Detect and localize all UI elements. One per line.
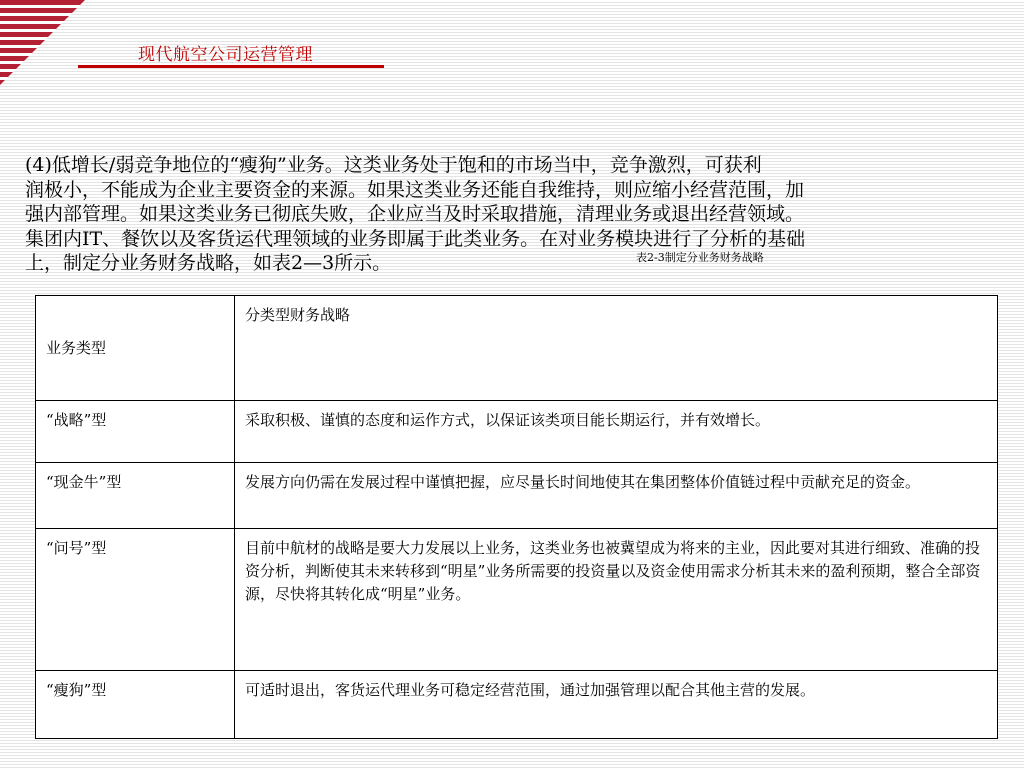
row-type-cell: “战略”型 [36,401,235,463]
header-business-type: 业务类型 [36,296,235,401]
table-row [36,529,998,671]
body-paragraph [25,153,975,276]
row-strategy-cell: 目前中航材的战略是要大力发展以上业务，这类业务也被冀望成为将来的主业，因此要对其进行细致、准确的投资分析，判断使其未来转移到“明星”业务所需要的投资量以及资金使用需求分析其未来的盈利预期，整合全部资源，尽快将其转化成“明星”业务。 [235,529,998,671]
row-type-cell: “瘦狗”型 [36,671,235,739]
title-underline [78,65,384,68]
table-caption: 表2-3制定分业务财务战略 [636,251,764,264]
row-type-cell: “现金牛”型 [36,463,235,529]
paragraph-line: 强内部管理。如果这类业务已彻底失败，企业应当及时采取措施，清理业务或退出经营领域。 [25,203,805,225]
row-strategy-cell: 采取积极、谨慎的态度和运作方式，以保证该类项目能长期运行，并有效增长。 [235,401,998,463]
row-type-cell: “问号”型 [36,529,235,671]
paragraph-line: 润极小，不能成为企业主要资金的来源。如果这类业务还能自我维持，则应缩小经营范围，加 [25,178,805,201]
table-row [36,401,998,463]
row-strategy-cell: 发展方向仍需在发展过程中谨慎把握，应尽量长时间地使其在集团整体价值链过程中贡献充足的资金。 [235,463,998,529]
paragraph-line: 上，制定分业务财务战略，如表2—3所示。 [25,252,392,274]
row-strategy-cell: 可适时退出，客货运代理业务可稳定经营范围，通过加强管理以配合其他主营的发展。 [235,671,998,739]
table-row [36,671,998,739]
paragraph-line: 集团内IT、餐饮以及客货运代理领域的业务即属于此类业务。在对业务模块进行了分析的基础 [25,227,806,250]
strategy-table [35,295,998,739]
corner-stripes-decoration [0,0,90,90]
header-financial-strategy: 分类型财务战略 [235,296,998,401]
paragraph-line: (4)低增长/弱竞争地位的“瘦狗”业务。这类业务处于饱和的市场当中，竞争激烈，可获利 [25,154,762,176]
table-row [36,463,998,529]
slide-title: 现代航空公司运营管理 [138,45,313,65]
table-header-row [36,296,998,401]
